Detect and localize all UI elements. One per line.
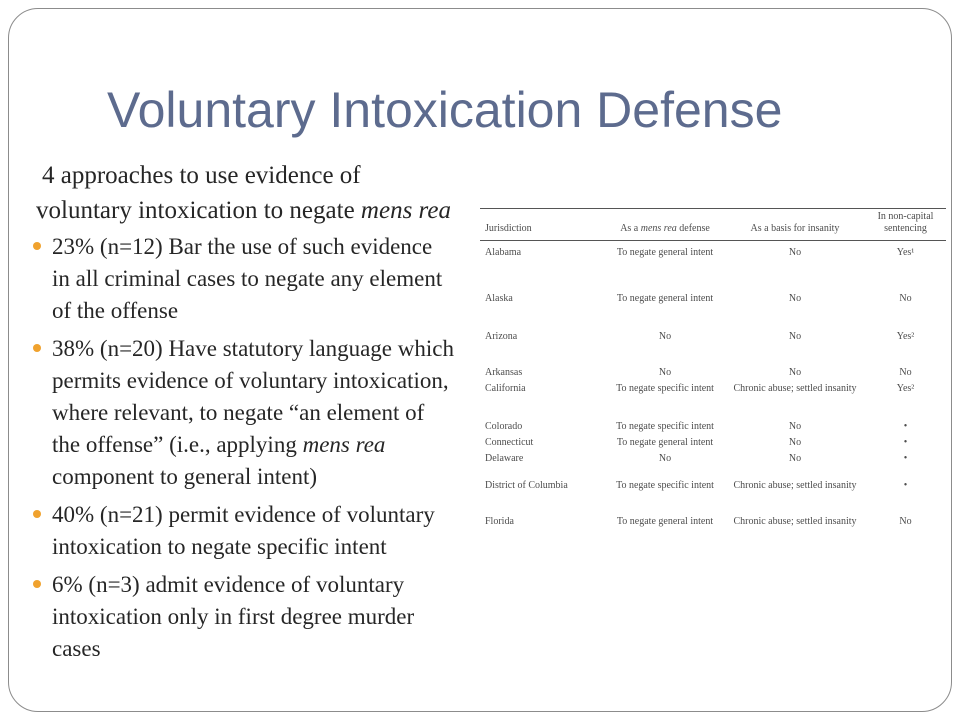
cell-jurisdiction: Connecticut <box>485 437 534 448</box>
cell-insanity-basis: Chronic abuse; settled insanity <box>733 480 857 491</box>
header-non-capital-sentencing: In non-capital sentencing <box>877 211 934 234</box>
bullet-emphasis: mens rea <box>302 432 386 457</box>
cell-non-capital-sentencing: • <box>903 453 908 464</box>
cell-jurisdiction: Colorado <box>485 421 523 432</box>
cell-mens-rea-defense: To negate general intent <box>616 437 714 448</box>
cell-insanity-basis: No <box>788 437 802 448</box>
cell-mens-rea-defense: To negate specific intent <box>616 421 714 432</box>
header-mens-rea-defense <box>605 223 725 235</box>
bullet-text: 38% (n=20) Have statutory language which permits evidence of voluntary intoxication, where relevant, to negate “an element of the offense” (i.e., applying <box>52 336 454 457</box>
cell-mens-rea-defense: No <box>658 331 672 342</box>
cell-mens-rea-defense: To negate general intent <box>616 247 714 258</box>
intro-emphasis: mens rea <box>360 197 451 224</box>
cell-insanity-basis: Chronic abuse; settled insanity <box>733 383 857 394</box>
table-row <box>480 480 946 492</box>
bullet-text-continued: component to general intent) <box>52 464 318 489</box>
table-row <box>480 247 946 259</box>
header-jurisdiction: Jurisdiction <box>485 223 532 234</box>
cell-insanity-basis: No <box>788 367 802 378</box>
cell-jurisdiction: Florida <box>485 516 514 527</box>
cell-insanity-basis: Chronic abuse; settled insanity <box>733 516 857 527</box>
cell-non-capital-sentencing: No <box>899 293 912 304</box>
bullet-text: 40% (n=21) permit evidence of voluntary intoxication to negate specific intent <box>52 502 435 559</box>
header-mens-rea-italic: mens rea <box>640 223 677 234</box>
cell-jurisdiction: District of Columbia <box>485 480 568 491</box>
table-row <box>480 383 946 395</box>
cell-non-capital-sentencing: No <box>899 516 912 527</box>
cell-non-capital-sentencing: Yes² <box>896 331 915 342</box>
cell-jurisdiction: Alabama <box>485 247 522 258</box>
bullet-item <box>52 569 455 665</box>
cell-non-capital-sentencing: Yes¹ <box>896 247 915 258</box>
cell-non-capital-sentencing: Yes² <box>896 383 915 394</box>
cell-mens-rea-defense: No <box>658 453 672 464</box>
bullet-item <box>52 499 455 563</box>
bullet-marker <box>33 344 41 352</box>
table-row <box>480 516 946 528</box>
cell-non-capital-sentencing: • <box>903 480 908 491</box>
cell-jurisdiction: California <box>485 383 526 394</box>
cell-jurisdiction: Alaska <box>485 293 513 304</box>
bullet-marker <box>33 510 41 518</box>
bullet-item <box>52 231 455 327</box>
table-row <box>480 421 946 433</box>
cell-jurisdiction: Arkansas <box>485 367 523 378</box>
bullet-marker <box>33 580 41 588</box>
cell-non-capital-sentencing: No <box>899 367 912 378</box>
cell-non-capital-sentencing: • <box>903 437 908 448</box>
intro-text: voluntary intoxication to negate <box>36 197 361 224</box>
cell-insanity-basis: No <box>788 293 802 304</box>
cell-jurisdiction: Arizona <box>485 331 518 342</box>
header-mens-rea-suffix: defense <box>676 223 710 234</box>
table-row <box>480 367 946 379</box>
cell-non-capital-sentencing: • <box>903 421 908 432</box>
table-row <box>480 293 946 305</box>
cell-mens-rea-defense: No <box>658 367 672 378</box>
header-mens-rea-prefix: As a <box>620 223 641 234</box>
cell-insanity-basis: No <box>788 331 802 342</box>
cell-jurisdiction: Delaware <box>485 453 524 464</box>
table-header <box>480 208 946 241</box>
cell-mens-rea-defense: To negate specific intent <box>616 383 714 394</box>
bullet-item <box>52 333 455 493</box>
cell-insanity-basis: No <box>788 247 802 258</box>
table-row <box>480 453 946 465</box>
table-row <box>480 437 946 449</box>
slide-title: Voluntary Intoxication Defense <box>107 82 783 138</box>
cell-mens-rea-defense: To negate general intent <box>616 293 714 304</box>
jurisdiction-table <box>480 208 946 538</box>
cell-mens-rea-defense: To negate specific intent <box>616 480 714 491</box>
bullet-list <box>52 231 455 671</box>
header-insanity-basis: As a basis for insanity <box>750 223 840 234</box>
cell-mens-rea-defense: To negate general intent <box>616 516 714 527</box>
cell-insanity-basis: No <box>788 453 802 464</box>
cell-insanity-basis: No <box>788 421 802 432</box>
bullet-text: 6% (n=3) admit evidence of voluntary intoxication only in first degree murder cases <box>52 572 415 661</box>
bullet-marker <box>33 242 41 250</box>
table-row <box>480 331 946 343</box>
intro-line-2 <box>36 193 451 228</box>
intro-line-1: 4 approaches to use evidence of <box>42 162 361 189</box>
bullet-text: 23% (n=12) Bar the use of such evidence in all criminal cases to negate any element of the offense <box>52 234 443 323</box>
